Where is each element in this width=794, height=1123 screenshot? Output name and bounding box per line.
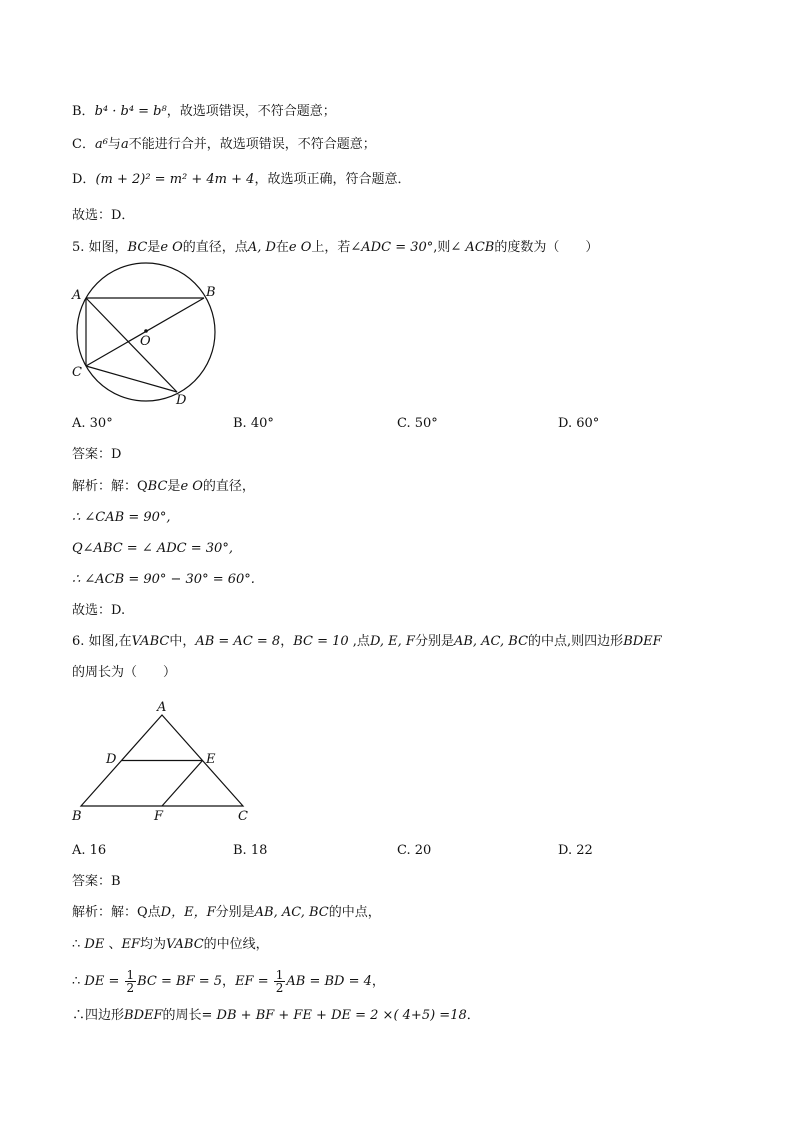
stem-text: 的度数为（ ）	[494, 240, 599, 255]
stem-text: 分别是	[414, 634, 454, 649]
label-f: F	[154, 809, 164, 824]
label-d: D	[176, 393, 187, 408]
stem-text: 5. 如图，	[72, 240, 128, 255]
math-expression: b⁴ · b⁴ = b⁸	[94, 104, 167, 119]
math-expression: ∠ADC = 30°	[350, 240, 434, 255]
solution-text: 解析：解：Q点	[72, 905, 161, 920]
math-expression: DE =	[84, 974, 120, 989]
math-variable: AB, AC, BC	[254, 905, 329, 920]
stem-text: ,点	[348, 634, 370, 649]
math-expression: AB = BD = 4	[286, 974, 372, 989]
math-variable: BC	[147, 479, 168, 494]
solution-text: ，	[222, 974, 236, 989]
option-text: 与	[107, 137, 121, 152]
q6-solution-line-1	[72, 904, 381, 922]
option-label: B．	[72, 104, 95, 119]
q5-solution-line-4: ∴ ∠ACB = 90° − 30° = 60°.	[72, 572, 255, 587]
stem-text: 的中点,则四边形	[528, 634, 624, 649]
math-variable: BDEF	[124, 1008, 163, 1023]
option-label: D．	[72, 172, 96, 187]
math-expression: AB = AC = 8	[195, 634, 281, 649]
label-a: A	[157, 700, 167, 715]
q6-solution-line-3	[72, 967, 385, 997]
math-variable: EF	[121, 937, 141, 952]
solution-text: 、	[108, 937, 122, 952]
q6-option-a: A. 16	[72, 843, 107, 858]
q6-option-c: C. 20	[397, 843, 432, 858]
fraction-one-half	[125, 969, 137, 994]
q6-solution-line-2	[72, 936, 269, 954]
fraction-one-half	[274, 969, 286, 994]
solution-text: 的周长	[162, 1008, 202, 1023]
therefore-symbol: ∴	[72, 937, 81, 952]
q5-option-b: B. 40°	[233, 416, 274, 431]
label-c: C	[72, 365, 82, 380]
q5-option-a: A. 30°	[72, 416, 113, 431]
math-variable: DE	[84, 937, 105, 952]
q6-option-b: B. 18	[233, 843, 268, 858]
math-variable: D, E, F	[369, 634, 415, 649]
q5-final: 故选：D.	[72, 603, 126, 618]
math-expression: (m + 2)² = m² + 4m + 4	[95, 172, 255, 187]
solution-text: 的直径，	[202, 479, 255, 494]
stem-text: 是	[147, 240, 161, 255]
math-variable: a	[120, 137, 129, 152]
math-expression: ∠ ACB	[450, 240, 495, 255]
math-symbol: e O	[160, 240, 183, 255]
solution-text: 分别是	[215, 905, 255, 920]
solution-text: 解析：解：Q	[72, 479, 148, 494]
q6-solution-line-4	[72, 1007, 480, 1025]
solution-text: 是	[167, 479, 181, 494]
option-label: C．	[72, 137, 95, 152]
q5-solution-line-3: Q∠ABC = ∠ ADC = 30°,	[72, 541, 233, 556]
segment-ef	[162, 761, 203, 807]
fraction-denominator: 2	[275, 981, 284, 995]
math-variable: AB, AC, BC	[453, 634, 529, 649]
math-variable: BC	[127, 240, 148, 255]
stem-text: 中，	[169, 634, 196, 649]
stem-text: 在	[275, 240, 289, 255]
q6-stem-line-2: 的周长为（ ）	[72, 665, 177, 680]
math-expression: a⁶	[94, 137, 108, 152]
math-expression: BC = BF = 5	[137, 974, 223, 989]
math-variable: D，E，F	[160, 905, 216, 920]
q6-option-d: D. 22	[558, 843, 593, 858]
solution-text: 的中位线，	[203, 937, 269, 952]
q5-option-c: C. 50°	[397, 416, 438, 431]
q5-answer: 答案：D	[72, 447, 122, 462]
math-symbol: VABC	[131, 634, 170, 649]
solution-text: ∴四边形	[72, 1008, 125, 1023]
option-text: 不能进行合并，故选项错误，不符合题意；	[128, 137, 376, 152]
math-expression: EF =	[235, 974, 269, 989]
fraction-numerator: 1	[275, 968, 284, 982]
stem-text: 的直径，点	[182, 240, 248, 255]
fraction-numerator: 1	[126, 968, 135, 982]
math-expression: BC = 10	[293, 634, 349, 649]
stem-text: 6. 如图,在	[72, 634, 132, 649]
math-symbol: e O	[288, 240, 312, 255]
solution-text: ．	[466, 1008, 480, 1023]
label-d: D	[106, 752, 117, 767]
stem-text: ,则	[433, 240, 451, 255]
option-text: ，故选项错误，不符合题意；	[166, 104, 336, 119]
math-symbol: e O	[180, 479, 203, 494]
label-b: B	[206, 285, 216, 300]
math-expression: = DB + BF + FE + DE = 2 ×( 4+5) =18	[201, 1008, 467, 1023]
q5-option-d: D. 60°	[558, 416, 600, 431]
label-a: A	[72, 288, 82, 303]
math-variable: A, D	[247, 240, 276, 255]
math-variable: BDEF	[623, 634, 662, 649]
math-symbol: VABC	[166, 937, 204, 952]
label-c: C	[238, 809, 248, 824]
therefore-symbol: ∴	[72, 974, 81, 989]
solution-text: 均为	[140, 937, 167, 952]
solution-text: ，	[371, 974, 385, 989]
q6-answer: 答案：B	[72, 874, 121, 889]
label-e: E	[206, 752, 216, 767]
stem-text: 上，若	[311, 240, 351, 255]
stem-text: ，	[280, 634, 294, 649]
label-o: O	[140, 334, 151, 349]
solution-text: 的中点，	[328, 905, 381, 920]
fraction-denominator: 2	[126, 981, 135, 995]
q4-answer: 故选：D．	[72, 208, 135, 223]
q5-solution-line-2: ∴ ∠CAB = 90°,	[72, 510, 171, 525]
label-b: B	[72, 809, 82, 824]
option-text: ，故选项正确，符合题意．	[254, 172, 411, 187]
